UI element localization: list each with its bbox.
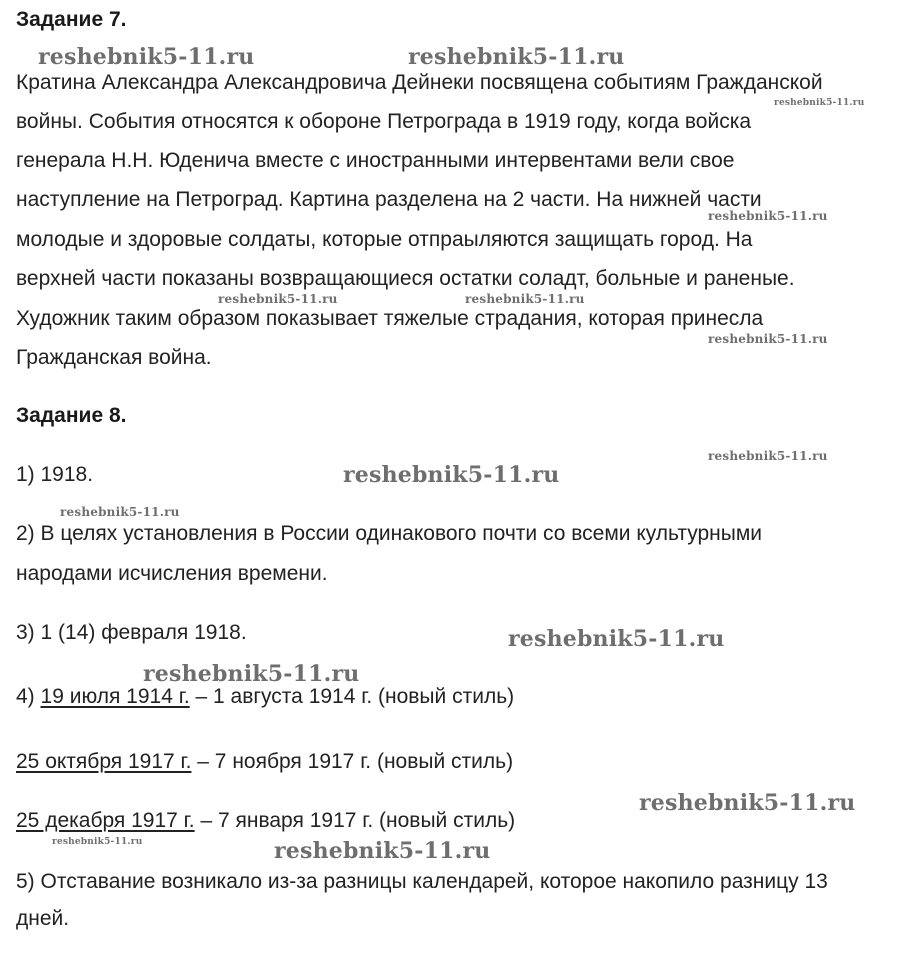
watermark: reshebnik5-11.ru bbox=[508, 626, 725, 652]
answer-4-row bbox=[16, 684, 514, 710]
answer-3: 3) 1 (14) февраля 1918. bbox=[16, 621, 247, 644]
answer-4-row bbox=[16, 808, 515, 834]
watermark: reshebnik5-11.ru bbox=[408, 44, 625, 70]
new-style-date: – 1 августа 1914 г. (новый стиль) bbox=[189, 685, 515, 708]
watermark: reshebnik5-11.ru bbox=[708, 209, 828, 223]
watermark: reshebnik5-11.ru bbox=[60, 505, 180, 519]
task7-line: наступление на Петроград. Картина разделена на 2 части. На нижней части bbox=[16, 188, 762, 211]
task8-heading: Задание 8. bbox=[16, 404, 127, 427]
watermark: reshebnik5-11.ru bbox=[774, 98, 865, 108]
answer-4-prefix: 4) bbox=[16, 685, 41, 708]
answer-5-line: дней. bbox=[16, 907, 70, 930]
watermark: reshebnik5-11.ru bbox=[708, 449, 828, 463]
task7-line: верхней части показаны возвращающиеся остатки соладт, больные и раненые. bbox=[16, 267, 795, 290]
watermark: reshebnik5-11.ru bbox=[708, 332, 828, 346]
task7-line: генерала Н.Н. Юденича вместе с иностранными интервентами вели свое bbox=[16, 149, 735, 172]
task7-line: Художник таким образом показывает тяжелые страдания, которая принесла bbox=[16, 307, 764, 330]
watermark: reshebnik5-11.ru bbox=[465, 292, 585, 306]
new-style-date: – 7 ноября 1917 г. (новый стиль) bbox=[191, 750, 514, 773]
old-style-date: 19 июля 1914 г. bbox=[40, 685, 190, 708]
answer-2-line: 2) В целях установления в России одинакового почти со всеми культурными bbox=[16, 522, 763, 545]
task7-heading: Задание 7. bbox=[16, 8, 127, 31]
watermark: reshebnik5-11.ru bbox=[274, 838, 491, 864]
answer-4-row bbox=[16, 749, 513, 775]
watermark: reshebnik5-11.ru bbox=[143, 661, 360, 687]
answer-2-line: народами исчисления времени. bbox=[16, 562, 328, 585]
watermark: reshebnik5-11.ru bbox=[343, 462, 560, 488]
task7-line: Гражданская война. bbox=[16, 346, 212, 369]
task7-line: молодые и здоровые солдаты, которые отпраыляются защищать город. На bbox=[16, 228, 753, 251]
watermark: reshebnik5-11.ru bbox=[639, 790, 856, 816]
old-style-date: 25 октября 1917 г. bbox=[16, 750, 192, 773]
watermark: reshebnik5-11.ru bbox=[38, 44, 255, 70]
answer-1: 1) 1918. bbox=[16, 463, 94, 486]
answer-5-line: 5) Отставание возникало из-за разницы календарей, которое накопило разницу 13 bbox=[16, 870, 828, 893]
task7-line: войны. События относятся к обороне Петрограда в 1919 году, когда войска bbox=[16, 110, 752, 133]
new-style-date: – 7 января 1917 г. (новый стиль) bbox=[194, 809, 516, 832]
watermark: reshebnik5-11.ru bbox=[218, 292, 338, 306]
task7-line: Кратина Александра Александровича Дейнеки посвящена событиям Гражданской bbox=[16, 71, 823, 94]
watermark: reshebnik5-11.ru bbox=[52, 837, 143, 847]
old-style-date: 25 декабря 1917 г. bbox=[16, 809, 195, 832]
